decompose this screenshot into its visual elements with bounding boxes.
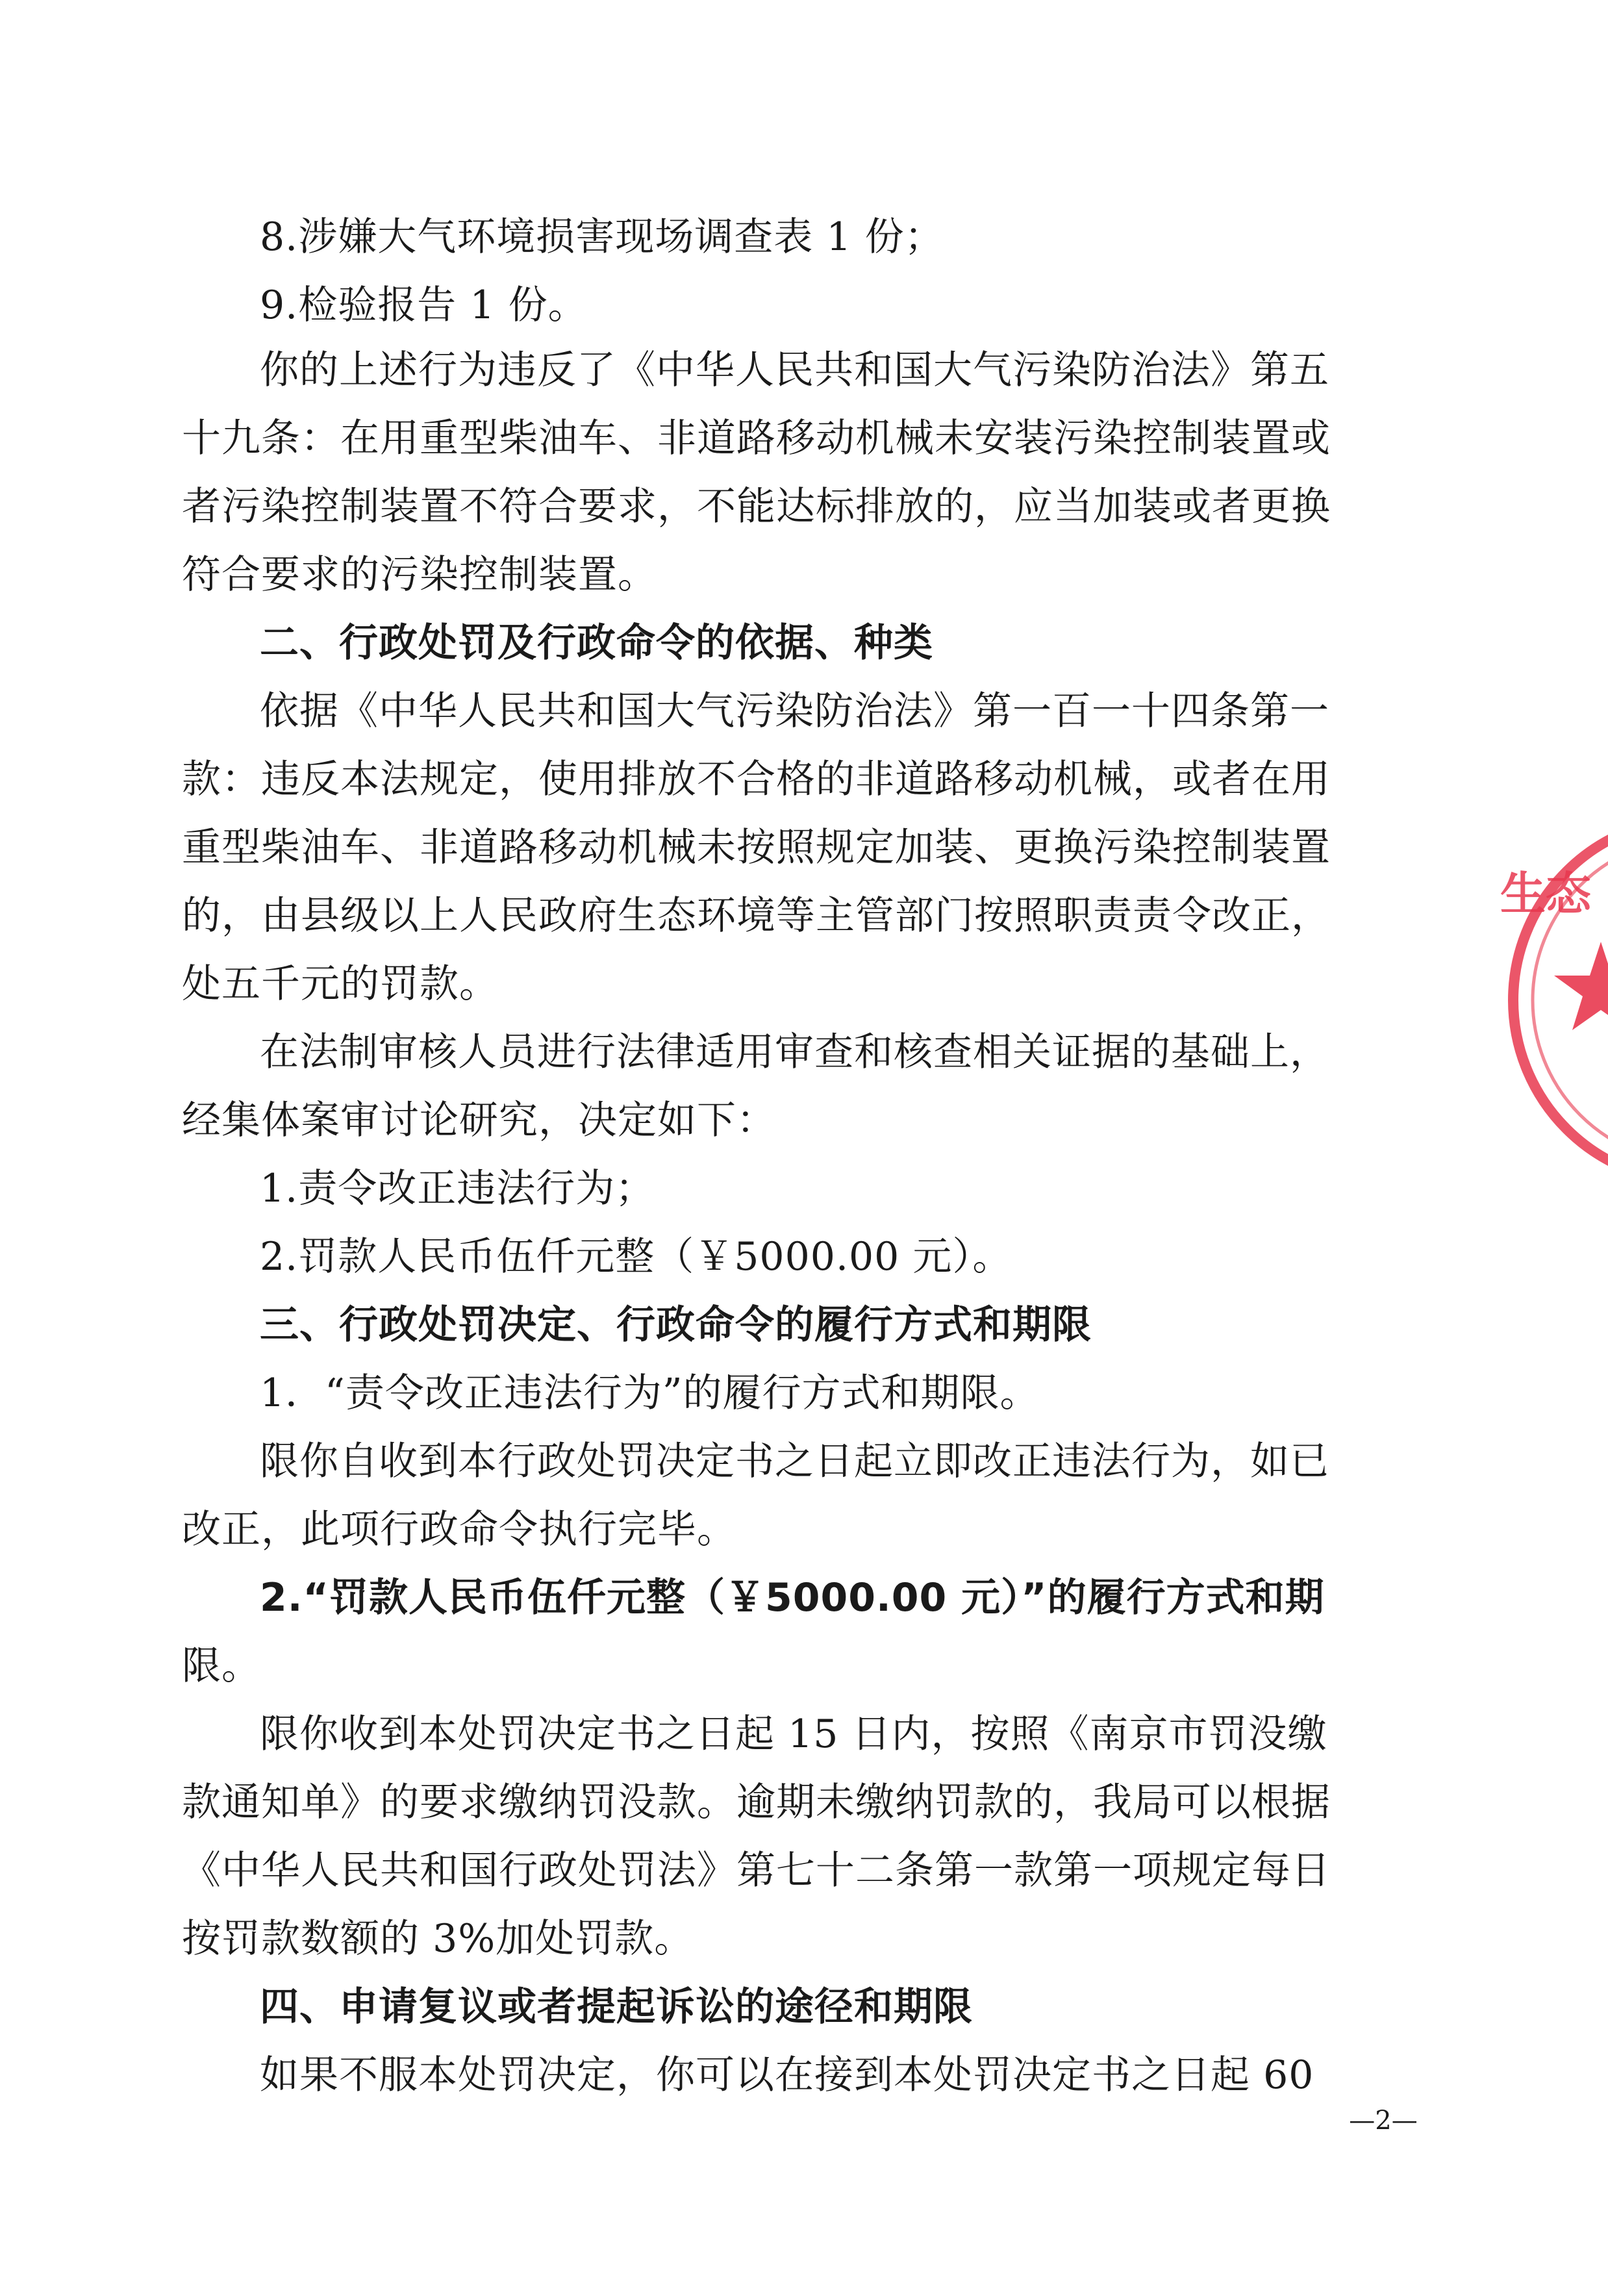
paragraph-line: 依据《中华人民共和国大气污染防治法》第一百一十四条第一 <box>260 688 1329 734</box>
seal-star-icon <box>1554 942 1608 1030</box>
evidence-item-9: 9.检验报告 1 份。 <box>260 283 588 328</box>
paragraph-line: 款：违反本法规定，使用排放不合格的非道路移动机械，或者在用 <box>182 757 1331 802</box>
paragraph-line: 限。 <box>182 1643 261 1689</box>
paragraph-line: 经集体案审讨论研究，决定如下： <box>182 1098 776 1143</box>
paragraph-line: 限你自收到本行政处罚决定书之日起立即改正违法行为，如已 <box>260 1439 1329 1484</box>
paragraph-line: 按罚款数额的 3%加处罚款。 <box>182 1916 694 1962</box>
paragraph-line: 限你收到本处罚决定书之日起 15 日内，按照《南京市罚没缴 <box>260 1711 1327 1757</box>
subsection-heading: 1．“责令改正违法行为”的履行方式和期限。 <box>260 1370 1040 1416</box>
page-number: —2— <box>1349 2106 1418 2136</box>
section-heading-4: 四、申请复议或者提起诉讼的途径和期限 <box>260 1984 973 2030</box>
paragraph-line: 十九条：在用重型柴油车、非道路移动机械未安装污染控制装置或 <box>182 416 1331 461</box>
paragraph-line: 款通知单》的要求缴纳罚没款。逾期未缴纳罚款的，我局可以根据 <box>182 1780 1331 1825</box>
paragraph-line: 如果不服本处罚决定，你可以在接到本处罚决定书之日起 60 <box>260 2052 1314 2098</box>
evidence-item-8: 8.涉嫌大气环境损害现场调查表 1 份； <box>260 214 944 260</box>
paragraph-line: 《中华人民共和国行政处罚法》第七十二条第一款第一项规定每日 <box>182 1848 1331 1893</box>
section-heading-2: 二、行政处罚及行政命令的依据、种类 <box>260 620 933 666</box>
section-heading-3: 三、行政处罚决定、行政命令的履行方式和期限 <box>260 1302 1092 1348</box>
paragraph-line: 你的上述行为违反了《中华人民共和国大气污染防治法》第五 <box>260 347 1329 393</box>
paragraph-line: 者污染控制装置不符合要求，不能达标排放的，应当加装或者更换 <box>182 484 1331 529</box>
official-seal <box>1461 805 1608 1195</box>
paragraph-line: 重型柴油车、非道路移动机械未按照规定加装、更换污染控制装置 <box>182 825 1331 870</box>
subsection-heading: 2.“罚款人民币伍仟元整（￥5000.00 元）”的履行方式和期 <box>260 1575 1325 1621</box>
seal-graphic <box>1461 805 1608 1195</box>
paragraph-line: 改正，此项行政命令执行完毕。 <box>182 1507 736 1552</box>
paragraph-line: 的，由县级以上人民政府生态环境等主管部门按照职责责令改正， <box>182 893 1331 939</box>
decision-item-1: 1.责令改正违法行为； <box>260 1166 655 1211</box>
paragraph-line: 在法制审核人员进行法律适用审查和核查相关证据的基础上， <box>260 1029 1329 1075</box>
paragraph-line: 处五千元的罚款。 <box>182 961 499 1007</box>
paragraph-line: 符合要求的污染控制装置。 <box>182 552 657 598</box>
decision-item-2: 2.罚款人民币伍仟元整（￥5000.00 元）。 <box>260 1234 1012 1280</box>
seal-text: 生态 <box>1500 867 1591 920</box>
